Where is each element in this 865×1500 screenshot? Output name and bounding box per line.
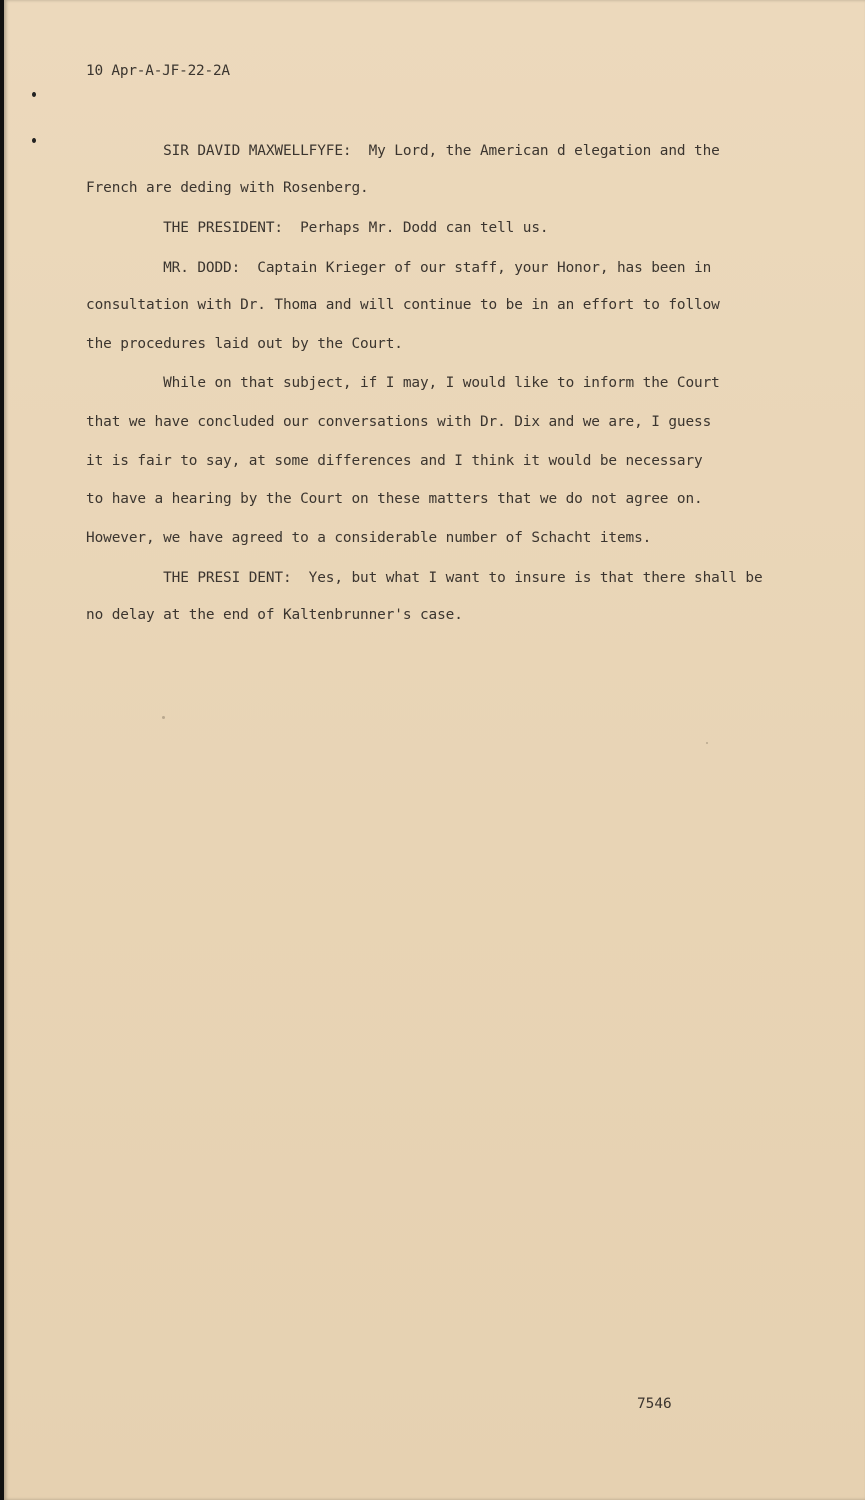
punch-mark xyxy=(32,92,36,97)
text-line: consultation with Dr. Thoma and will continue to be in an effort to follow xyxy=(86,297,720,313)
document-header-code: 10 Apr-A-JF-22-2A xyxy=(86,63,230,79)
text-line: THE PRESI DENT: Yes, but what I want to insure is that there shall be xyxy=(86,570,763,586)
paper-speck xyxy=(162,716,165,719)
paper-speck xyxy=(706,742,708,744)
page-number: 7546 xyxy=(637,1396,672,1412)
text-line: no delay at the end of Kaltenbrunner's case. xyxy=(86,607,463,623)
text-line: However, we have agreed to a considerable number of Schacht items. xyxy=(86,530,652,546)
text-line: While on that subject, if I may, I would like to inform the Court xyxy=(86,375,720,391)
text-line: that we have concluded our conversations with Dr. Dix and we are, I guess xyxy=(86,414,712,430)
text-line: the procedures laid out by the Court. xyxy=(86,336,403,352)
text-line: to have a hearing by the Court on these matters that we do not agree on. xyxy=(86,491,703,507)
text-line: SIR DAVID MAXWELLFYFE: My Lord, the American d elegation and the xyxy=(86,143,720,159)
text-line: French are deding with Rosenberg. xyxy=(86,180,369,196)
text-line: MR. DODD: Captain Krieger of our staff, your Honor, has been in xyxy=(86,260,712,276)
punch-mark xyxy=(32,138,36,143)
text-line: THE PRESIDENT: Perhaps Mr. Dodd can tell us. xyxy=(86,220,549,236)
document-page xyxy=(4,0,865,1500)
text-line: it is fair to say, at some differences and I think it would be necessary xyxy=(86,453,703,469)
